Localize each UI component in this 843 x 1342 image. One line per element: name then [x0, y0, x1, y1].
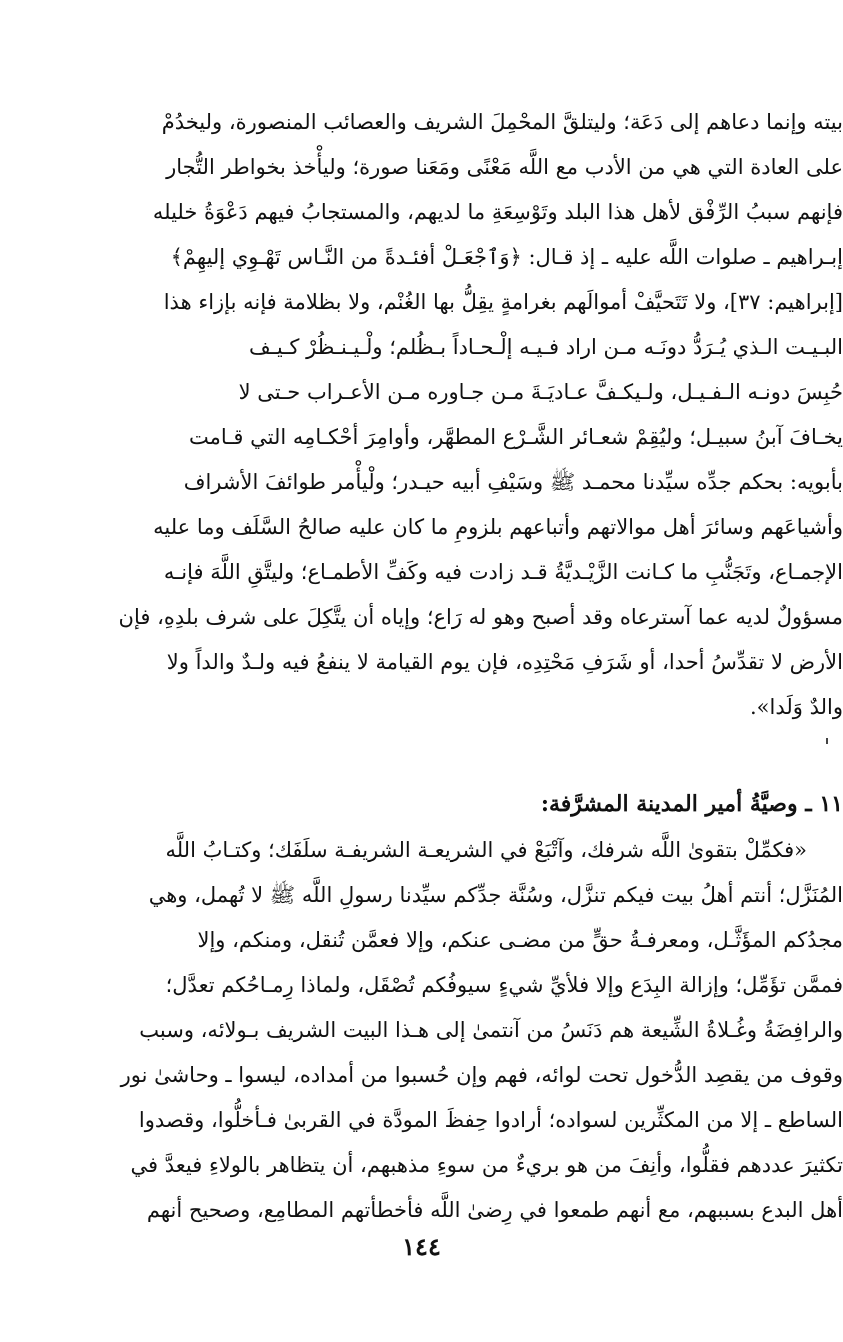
text-line: حُبِسَ دونـه الـفـيـل، ولـيكـفَّ عـاديَـةَ مـن جـاوره مـن الأعـراب حـتى لا	[238, 380, 843, 404]
text-line: «فكمِّلْ بتقوىٰ اللَّه شرفك، وآتْبَعْ في الشريعـة الشريفـة سلَفَك؛ وكتـابُ اللَّه	[165, 838, 807, 862]
paragraph-continuation	[0, 100, 843, 730]
text-line: على العادة التي هي من الأدب مع اللَّه مَعْنًى ومَعَنا صورة؛ وليأْخذ بخواطر التُّجار	[166, 155, 843, 179]
text-line: وقوف من يقصِد الدُّخول تحت لوائه، فهم وإن حُسبوا من أمداده، ليسوا ـ وحاشىٰ نور	[120, 1063, 843, 1087]
text-line: فإنهم سببُ الرِّفْق لأهل هذا البلد وتَوْسِعَةِ ما لديهم، والمستجابُ فيهم دَعْوَةُ خليله	[152, 200, 843, 224]
text-line: يخـافَ آبنُ سبيـل؛ وليُقِمْ شعـائر الشَّـرْع المطهَّر، وأوامِرَ أحْكـامِه التي قـامت	[189, 425, 843, 449]
text-line: مسؤولٌ لديه عما آسترعاه وقد أصبح وهو له رَاع؛ وإياه أن يتَّكِلَ على شرف بلدِهِ، فإن	[118, 605, 843, 629]
margin-mark	[826, 738, 828, 744]
text-line: المُنَزَّل؛ أنتم أهلُ بيت فيكم تنزَّل، وسُنَّة جدِّكم سيِّدنا رسولِ اللَّه ﷺ لا تُهمل، وهي	[148, 883, 843, 907]
text-line: فممَّن تؤَمِّل؛ وإزالة البِدَع وإلا فلأيِّ شيءٍ سيوفُكم تُصْقَل، ولماذا رِمـاحُكم تعدَّل؛	[165, 973, 843, 997]
section-body	[0, 828, 843, 1233]
text-line: والدٌ وَلَدا».	[750, 695, 843, 719]
text-line: الأرض لا تقدِّسُ أحدا، أو شَرَفِ مَحْتِدِه، فإن يوم القيامة لا ينفعُ فيه ولـدٌ والداً ولا	[166, 650, 843, 674]
page-number: ١٤٤	[402, 1232, 441, 1261]
text-line: أهل البدع بسببهم، مع أنهم طمعوا في رِضىٰ اللَّه فأخطأتهم المطامِع، وصحيح أنهم	[146, 1198, 843, 1222]
text-line: تكثيرَ عددهم فقلُّوا، وأنِفَ من هو بريءٌ من سوءِ مذهبهم، أن يتظاهر بالولاءِ فيعدَّ في	[130, 1153, 843, 1177]
section-heading: ١١ ـ وصيَّةُ أمير المدينة المشرَّفة:	[540, 791, 843, 817]
text-line: مجدُكم المؤَثَّـل، ومعرفـةُ حقٍّ من مضـى عنكم، وإلا فعمَّن تُنقل، ومنكم، وإلا	[197, 928, 843, 952]
text-line: البـيـت الـذي يُـرَدُّ دونَـه مـن اراد فـيـه إلْـحـاداً بـظُلم؛ ولْـيـنـظُرْ كـيـف	[249, 335, 843, 359]
text-line: [إبراهيم: ٣٧]، ولا تَتَحيَّفْ أموالَهم بغرامةٍ يقِلُّ بها الغُنْم، ولا بظلامة فإنه بإزاء هذا	[163, 290, 843, 314]
text-line: وأشياعَهم وسائرَ أهل موالاتهم وأتباعهم بلزومِ ما كان عليه صالحُ السَّلَف وما عليه	[153, 515, 843, 539]
text-line: بأبويه: بحكم جدِّه سيِّدنا محمـد ﷺ وسَيْفِ أبيه حيـدر؛ ولْيأْمر طوائفَ الأشراف	[183, 470, 843, 494]
text-line: والرافِضَةُ وغُـلاةُ الشِّيعة هم دَنَسُ من آنتمىٰ إلى هـذا البيت الشريف بـولائه، وسبب	[139, 1018, 843, 1042]
text-line: الساطع ـ إلا من المكثِّرين لسواده؛ أرادوا حِفظَ المودَّة في القربىٰ فـأخلُّوا، وقصدوا	[138, 1108, 843, 1132]
text-line: الإجمـاع، وتَجَنُّبِ ما كـانت الزَّيْـديَّةُ قـد زادت فيه وكَفِّ الأطمـاع؛ وليتَّقِ اللَّهَ فإنـه	[163, 560, 843, 584]
text-line: بيته وإنما دعاهم إلى دَعَة؛ وليتلقَّ المحْمِلَ الشريف والعصائب المنصورة، وليخدُمْ	[161, 110, 843, 134]
text-line: إبـراهيم ـ صلوات اللَّه عليه ـ إذ قـال: ﴿وَٱجْعَـلْ أفئـدةً من النَّـاس تَهْـوِي إليهِمْ﴾	[170, 245, 843, 269]
